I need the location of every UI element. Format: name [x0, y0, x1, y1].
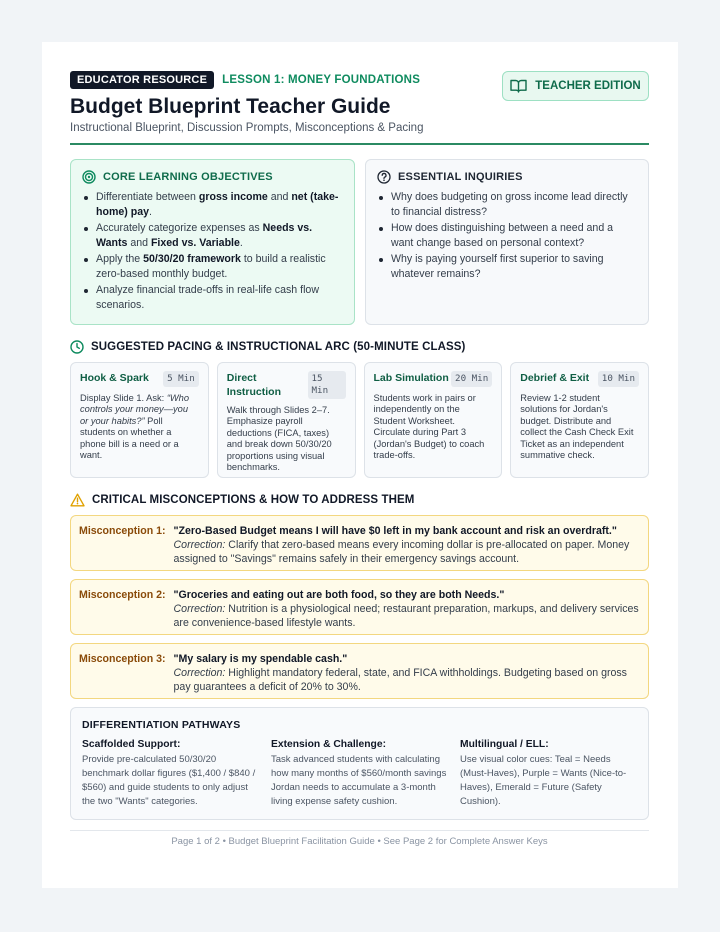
- list-item: Apply the 50/30/20 framework to build a realistic zero-based monthly budget.: [82, 252, 343, 281]
- footer-divider: [70, 830, 649, 831]
- list-item: Differentiate between gross income and net (take-home) pay.: [82, 190, 343, 219]
- misconception-label: Misconception 3:: [79, 653, 166, 665]
- pacing-description: Students work in pairs or independently on the Student Worksheet. Circulate during Part 3 (Jordan's Budget) to coach trade-offs.: [373, 393, 485, 461]
- misconception-quote: "Zero-Based Budget means I will have $0 left in my bank account and risk an overdraft.": [173, 525, 617, 537]
- misconception-card-1: [70, 515, 649, 571]
- pacing-description: Review 1-2 student solutions for Jordan's budget. Distribute and collect the Cash Check Exit Ticket as an independent summative check.: [520, 393, 634, 461]
- differentiation-ell: [460, 739, 637, 809]
- objectives-heading-text: CORE LEARNING OBJECTIVES: [103, 171, 273, 183]
- misconceptions-heading: [70, 493, 649, 507]
- pacing-time: 5 Min: [163, 371, 199, 387]
- differentiation-card: [70, 707, 649, 820]
- objectives-row: [70, 159, 649, 325]
- list-item: Accurately categorize expenses as Needs vs. Wants and Fixed vs. Variable.: [82, 221, 343, 250]
- differentiation-text: Provide pre-calculated 50/30/20 benchmark dollar figures ($1,400 / $840 / $560) and guide students to only adjust the two "Wants" categories.: [82, 754, 256, 807]
- pacing-time: 15 Min: [308, 371, 346, 399]
- list-item: Why does budgeting on gross income lead directly to financial distress?: [377, 190, 637, 219]
- pacing-title: Direct Instruction: [226, 372, 281, 398]
- misconceptions-list: [70, 515, 649, 699]
- differentiation-text: Use visual color cues: Teal = Needs (Must-Haves), Purple = Wants (Nice-to-Haves), Emerald = Future (Safety Cushion).: [460, 754, 627, 807]
- misconception-correction: Correction: Nutrition is a physiological need; restaurant preparation, markups, and delivery services are convenience-based lifestyle wants.: [173, 603, 639, 629]
- pacing-card-debrief: [510, 362, 649, 478]
- differentiation-text: Task advanced students with calculating how many months of $560/month savings Jordan needs to accumulate a 3-month living expense safety cushion.: [271, 754, 447, 807]
- teacher-edition-badge: [502, 71, 649, 101]
- pacing-title: Hook & Spark: [80, 372, 149, 384]
- list-item: Analyze financial trade-offs in real-life cash flow scenarios.: [82, 283, 343, 312]
- target-icon: [82, 170, 96, 184]
- pacing-time: 10 Min: [598, 371, 639, 387]
- pacing-title: Lab Simulation: [373, 372, 449, 384]
- list-item: How does distinguishing between a need and a want change based on personal context?: [377, 221, 637, 250]
- header-divider: [70, 143, 649, 145]
- differentiation-extension: [271, 739, 448, 809]
- inquiries-heading: [377, 170, 637, 184]
- objectives-card: [70, 159, 355, 325]
- misconception-card-3: [70, 643, 649, 699]
- objectives-heading: [82, 170, 343, 184]
- guide-page: [42, 42, 678, 888]
- lesson-label: LESSON 1: MONEY FOUNDATIONS: [222, 74, 421, 86]
- warning-triangle-icon: [70, 493, 85, 507]
- pacing-title: Debrief & Exit: [520, 372, 590, 384]
- question-circle-icon: [377, 170, 391, 184]
- pacing-heading-text: SUGGESTED PACING & INSTRUCTIONAL ARC (50-MINUTE CLASS): [91, 341, 466, 353]
- misconception-label: Misconception 2:: [79, 589, 166, 601]
- page-title: Budget Blueprint Teacher Guide: [70, 95, 391, 118]
- list-item: Why is paying yourself first superior to saving whatever remains?: [377, 252, 637, 281]
- pacing-row: [70, 362, 649, 478]
- pacing-card-hook: [70, 362, 209, 478]
- pacing-heading: [70, 340, 649, 354]
- differentiation-columns: [82, 739, 637, 809]
- pacing-description: Walk through Slides 2–7. Emphasize payroll deductions (FICA, taxes) and break down 50/30/20 proportions using visual benchmarks.: [226, 405, 332, 473]
- pacing-time: 20 Min: [451, 371, 492, 387]
- pacing-card-direct: [217, 362, 356, 478]
- misconception-quote: "My salary is my spendable cash.": [173, 653, 348, 665]
- page-subtitle: Instructional Blueprint, Discussion Prompts, Misconceptions & Pacing: [70, 122, 424, 134]
- clock-icon: [70, 340, 84, 354]
- misconception-correction: Correction: Clarify that zero-based means every incoming dollar is pre-allocated on paper. Money assigned to "Savings" remains safely in their emergency savings account.: [173, 539, 630, 565]
- objectives-list: [82, 190, 343, 312]
- misconception-quote: "Groceries and eating out are both food, so they are both Needs.": [173, 589, 505, 601]
- pacing-description: Display Slide 1. Ask: “Who controls your money—you or your habits?” Poll students on whether a phone bill is a need or a want.: [80, 393, 190, 461]
- differentiation-scaffolded: [82, 739, 259, 809]
- pacing-card-lab: [364, 362, 503, 478]
- differentiation-heading: DIFFERENTIATION PATHWAYS: [82, 719, 241, 731]
- differentiation-title: Scaffolded Support:: [82, 739, 181, 750]
- misconception-correction: Correction: Highlight mandatory federal, state, and FICA withholdings. Budgeting based on gross pay guarantees a deficit of 20% to 30%.: [173, 667, 627, 693]
- inquiries-list: [377, 190, 637, 281]
- educator-resource-badge: EDUCATOR RESOURCE: [70, 71, 214, 89]
- inquiries-heading-text: ESSENTIAL INQUIRIES: [398, 171, 523, 183]
- misconceptions-heading-text: CRITICAL MISCONCEPTIONS & HOW TO ADDRESS THEM: [92, 494, 415, 506]
- misconception-card-2: [70, 579, 649, 635]
- book-icon: [510, 79, 527, 93]
- differentiation-title: Multilingual / ELL:: [460, 739, 549, 750]
- inquiries-card: [365, 159, 649, 325]
- differentiation-title: Extension & Challenge:: [271, 739, 387, 750]
- page-footer: Page 1 of 2 • Budget Blueprint Facilitation Guide • See Page 2 for Complete Answer Keys: [171, 836, 548, 847]
- teacher-edition-label: TEACHER EDITION: [535, 80, 641, 92]
- misconception-label: Misconception 1:: [79, 525, 166, 537]
